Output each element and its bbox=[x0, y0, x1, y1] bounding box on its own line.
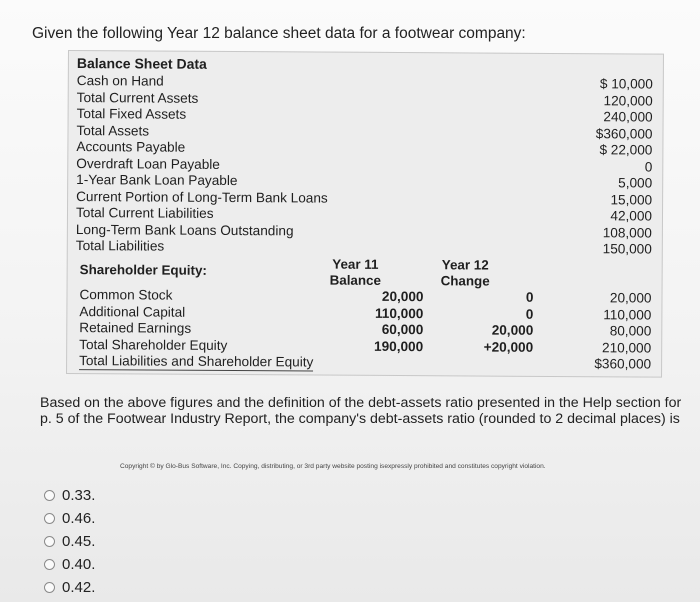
equity-year11-value: 110,000 bbox=[374, 305, 424, 321]
copyright-notice: Copyright © by Glo-Bus Software, Inc. Copying, distributing, or 3rd party website posting isexpressly prohibited and constitutes copyright violation. bbox=[120, 463, 546, 470]
bs-row-amount: $360,000 bbox=[595, 125, 653, 142]
year12-header-line1: Year 12 bbox=[441, 257, 489, 273]
question-text: Given the following Year 12 balance sheet data for a footwear company: bbox=[32, 25, 526, 42]
equity-year12-value: 20,000 bbox=[491, 322, 534, 338]
radio-button[interactable] bbox=[44, 513, 55, 524]
radio-button[interactable] bbox=[44, 559, 55, 570]
radio-button[interactable] bbox=[44, 490, 55, 501]
bs-row-label: Total Fixed Assets bbox=[76, 106, 187, 122]
equity-row-label: Additional Capital bbox=[79, 303, 186, 320]
bs-row-label: Total Current Liabilities bbox=[75, 205, 214, 221]
bs-row-amount: 42,000 bbox=[610, 208, 653, 224]
equity-year12-value: 0 bbox=[525, 306, 534, 322]
equity-year11-value: 20,000 bbox=[381, 288, 424, 305]
answer-options bbox=[44, 484, 95, 599]
equity-total-value: 20,000 bbox=[609, 290, 652, 306]
bs-row-label: Overdraft Loan Payable bbox=[76, 155, 220, 172]
bs-row-label: Accounts Payable bbox=[76, 139, 186, 155]
answer-option-label[interactable]: 0.40. bbox=[62, 556, 96, 573]
year11-header-line2: Balance bbox=[329, 272, 382, 288]
bs-row-amount: 5,000 bbox=[618, 175, 653, 191]
bs-row bbox=[76, 238, 652, 258]
bs-row-amount: 15,000 bbox=[610, 191, 653, 208]
bs-row-amount: 108,000 bbox=[602, 224, 652, 241]
year11-column-header bbox=[330, 257, 382, 289]
answer-option[interactable] bbox=[44, 553, 95, 576]
bs-row-amount: $ 10,000 bbox=[599, 76, 653, 92]
bs-row-label: Long-Term Bank Loans Outstanding bbox=[75, 221, 294, 238]
equity-total-value: 80,000 bbox=[609, 323, 652, 339]
bs-row-label: 1-Year Bank Loan Payable bbox=[76, 172, 238, 189]
answer-option[interactable] bbox=[44, 530, 95, 553]
bs-row-amount: 240,000 bbox=[603, 109, 653, 125]
answer-option-label[interactable]: 0.46. bbox=[62, 510, 96, 527]
equity-row-label: Retained Earnings bbox=[79, 320, 192, 336]
bs-row-label: Total Current Assets bbox=[76, 89, 199, 106]
equity-total-value: 210,000 bbox=[602, 339, 652, 356]
equity-total-value: 110,000 bbox=[603, 306, 652, 323]
bs-row-label: Cash on Hand bbox=[76, 73, 164, 89]
question-explanation: Based on the above figures and the definition of the debt-assets ratio presented in the Help section for p. 5 of the Footwear Industry Report, the company's debt-assets ratio (rounded to 2 decimal places) is bbox=[40, 395, 682, 427]
bs-row-amount: 150,000 bbox=[602, 241, 652, 257]
answer-option-label[interactable]: 0.33. bbox=[62, 487, 96, 504]
year11-header-line1: Year 11 bbox=[332, 256, 379, 272]
bs-row-amount: $ 22,000 bbox=[599, 142, 653, 158]
equity-year11-value: 190,000 bbox=[374, 338, 424, 354]
answer-option[interactable] bbox=[44, 576, 95, 599]
answer-option[interactable] bbox=[44, 484, 95, 507]
bs-row-label: Current Portion of Long-Term Bank Loans bbox=[76, 188, 328, 206]
bs-row-amount: 120,000 bbox=[603, 92, 653, 109]
equity-row-label: Common Stock bbox=[79, 287, 173, 303]
equity-year11-value: 60,000 bbox=[381, 321, 424, 338]
shareholder-equity-title: Shareholder Equity: bbox=[79, 262, 207, 278]
equity-row-label: Total Liabilities and Shareholder Equity bbox=[79, 353, 314, 370]
equity-year12-value: 0 bbox=[525, 289, 534, 305]
bs-row-label: Total Liabilities bbox=[75, 238, 165, 254]
equity-total-value: $360,000 bbox=[594, 356, 652, 372]
radio-button[interactable] bbox=[44, 582, 55, 593]
equity-row-label: Total Shareholder Equity bbox=[79, 336, 228, 353]
equity-row bbox=[79, 353, 651, 372]
year12-header-line2: Change bbox=[440, 273, 490, 289]
year12-column-header bbox=[441, 257, 490, 289]
balance-sheet-box bbox=[66, 50, 664, 378]
bs-row-label: Total Assets bbox=[76, 122, 150, 138]
answer-option[interactable] bbox=[44, 507, 95, 530]
bs-row-amount: 0 bbox=[644, 159, 653, 175]
radio-button[interactable] bbox=[44, 536, 55, 547]
answer-option-label[interactable]: 0.42. bbox=[62, 579, 96, 596]
balance-sheet-title: Balance Sheet Data bbox=[76, 55, 207, 72]
answer-option-label[interactable]: 0.45. bbox=[62, 533, 96, 550]
equity-year12-value: +20,000 bbox=[483, 339, 534, 355]
